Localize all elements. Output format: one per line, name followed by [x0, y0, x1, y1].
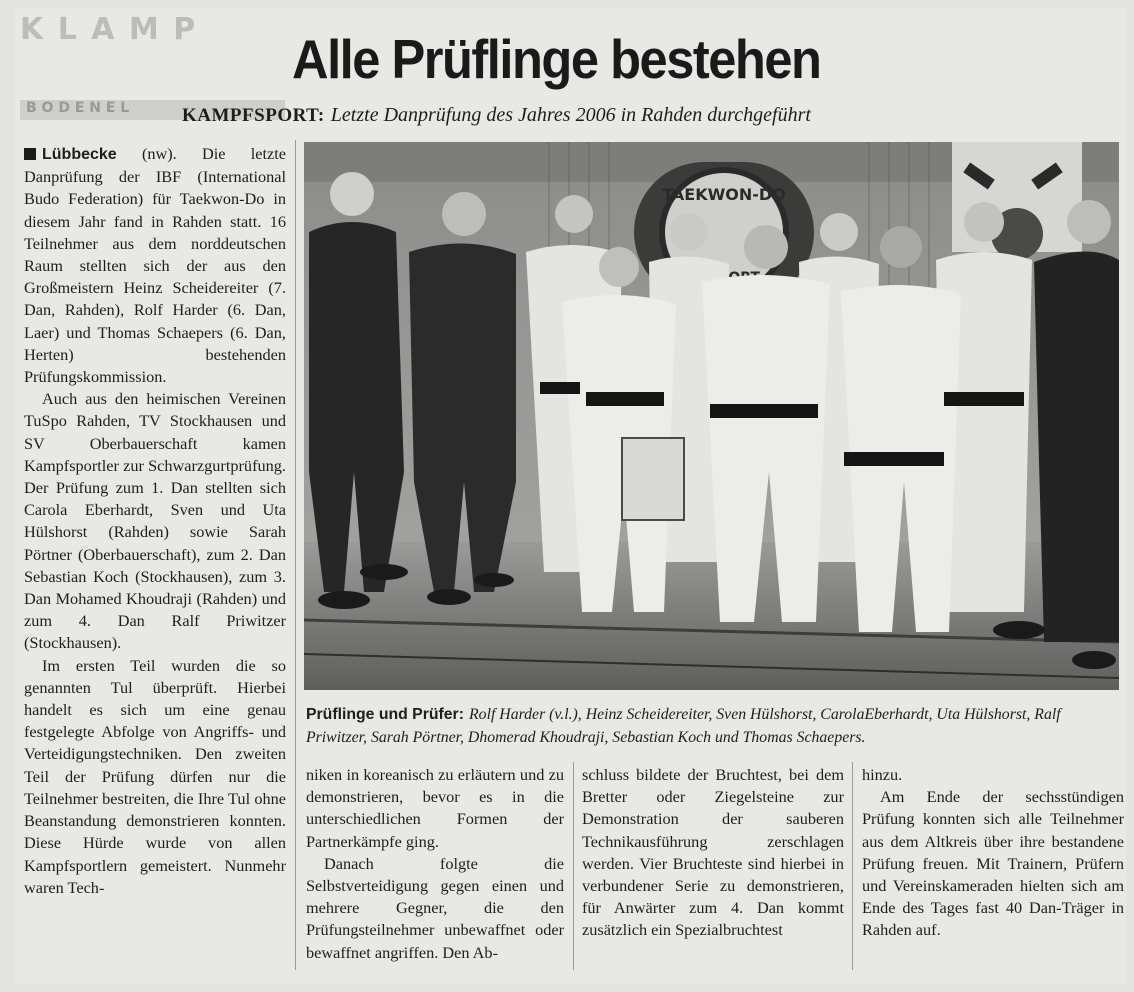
subline: Letzte Danprüfung des Jahres 2006 in Rahden durchgeführt [330, 104, 811, 126]
caption-label: Prüflinge und Prüfer: [306, 706, 464, 723]
text-column-3 [582, 764, 844, 942]
paragraph-3: Im ersten Teil wurden die so genannten Tul überprüft. Hierbei handelt es sich um eine genau festgelegte Abfolge von Angriffs- und Verteidigungstechniken. Den zweiten Teil der Prüfung dürfen nur die Teilnehmer bestreiten, die Ihre Tul ohne Beanstandung demonstrieren konnten. Diese Hürde wurde von allen Kampfsportlern gemeistert. Nunmehr waren Tech- [24, 655, 286, 897]
photo-caption [306, 703, 1120, 749]
text-column-1 [24, 143, 286, 899]
paragraph-7: hinzu. [862, 765, 903, 784]
banner-text: TAEKWON-DO [662, 185, 786, 204]
article-subheadline [182, 102, 982, 129]
paragraph-6: schluss bildete der Bruchtest, bei dem Bretter oder Ziegelsteine zur Demonstration der sauberen Technikausführung zerschlagen werden. Vier Bruchteste sind hierbei in verbundener Serie zu demonstrieren, für Anwärter zum 4. Dan kommt zusätzlich ein Spezialbruchtest [582, 765, 844, 940]
paragraph-5: Danach folgte die Selbstverteidigung gegen einen und mehrere Gegner, die den Prüfungsteilnehmer unbewaffnet oder bewaffnet angriffen. Den Ab- [306, 853, 564, 962]
paragraph-1-text: (nw). Die letzte Danprüfung der IBF (International Budo Federation) für Taekwon-Do in diesem Jahr fand in Rahden statt. 16 Teilnehmer aus dem norddeutschen Raum stellten sich der aus den Großmeistern Heinz Scheidereiter (7. Dan, Rahden), Rolf Harder (6. Dan, Laer) und Thomas Schaepers (6. Dan, Herten) bestehenden Prüfungskommission. [24, 144, 286, 387]
paragraph-4: niken in koreanisch zu erläutern und zu demonstrieren, bevor es in die unterschiedlichen Formen der Partnerkämpfe ging. [306, 765, 564, 851]
text-column-4 [862, 764, 1124, 942]
paragraph-2: Auch aus den heimischen Vereinen TuSpo Rahden, TV Stockhausen und SV Oberbauerschaft kamen Kampfsportler zur Schwarzgurtprüfung. Der Prüfung zum 1. Dan stellten sich Carola Eberhardt, Sven und Uta Hülshorst (Rahden) sowie Sarah Pörtner (Oberbauerschaft), zum 2. Dan Sebastian Koch (Stockhausen), zum 3. Dan Mohamed Khoudraji (Rahden) und zum 4. Dan Ralf Priwitzer (Stockhausen). [24, 389, 286, 653]
bleed-bar-fragment: B O D E N E L [20, 100, 285, 120]
article-headline: Alle Prüflinge bestehen [292, 28, 821, 90]
paragraph-1 [24, 143, 286, 388]
paragraph-8: Am Ende der sechsstündigen Prüfung konnten sich alle Teilnehmer aus dem Altkreis über ihre bestandene Prüfung freuen. Mit Trainern, Prüfern und Vereinskameraden hielten sich am Ende des Tages fast 40 Dan-Träger in Rahden auf. [862, 787, 1124, 940]
person-suit-3 [1034, 200, 1119, 642]
dateline-square-icon [24, 148, 36, 160]
kicker: KAMPFSPORT: [182, 105, 325, 126]
group-photo [304, 142, 1119, 690]
column-rule-2 [573, 762, 574, 970]
bleed-headline-fragment: K L A M P [20, 12, 198, 47]
group-photo-illustration [304, 142, 1119, 690]
column-rule-3 [852, 762, 853, 970]
text-column-2 [306, 764, 564, 964]
column-rule-1 [295, 140, 296, 970]
caption-text: Rolf Harder (v.l.), Heinz Scheidereiter, Sven Hülshorst, CarolaEberhardt, Uta Hülshorst, Ralf Priwitzer, Sarah Pörtner, Dhomerad Khoudraji, Sebastian Koch und Thomas Schaepers. [306, 706, 1061, 746]
dateline: Lübbecke [42, 146, 117, 163]
